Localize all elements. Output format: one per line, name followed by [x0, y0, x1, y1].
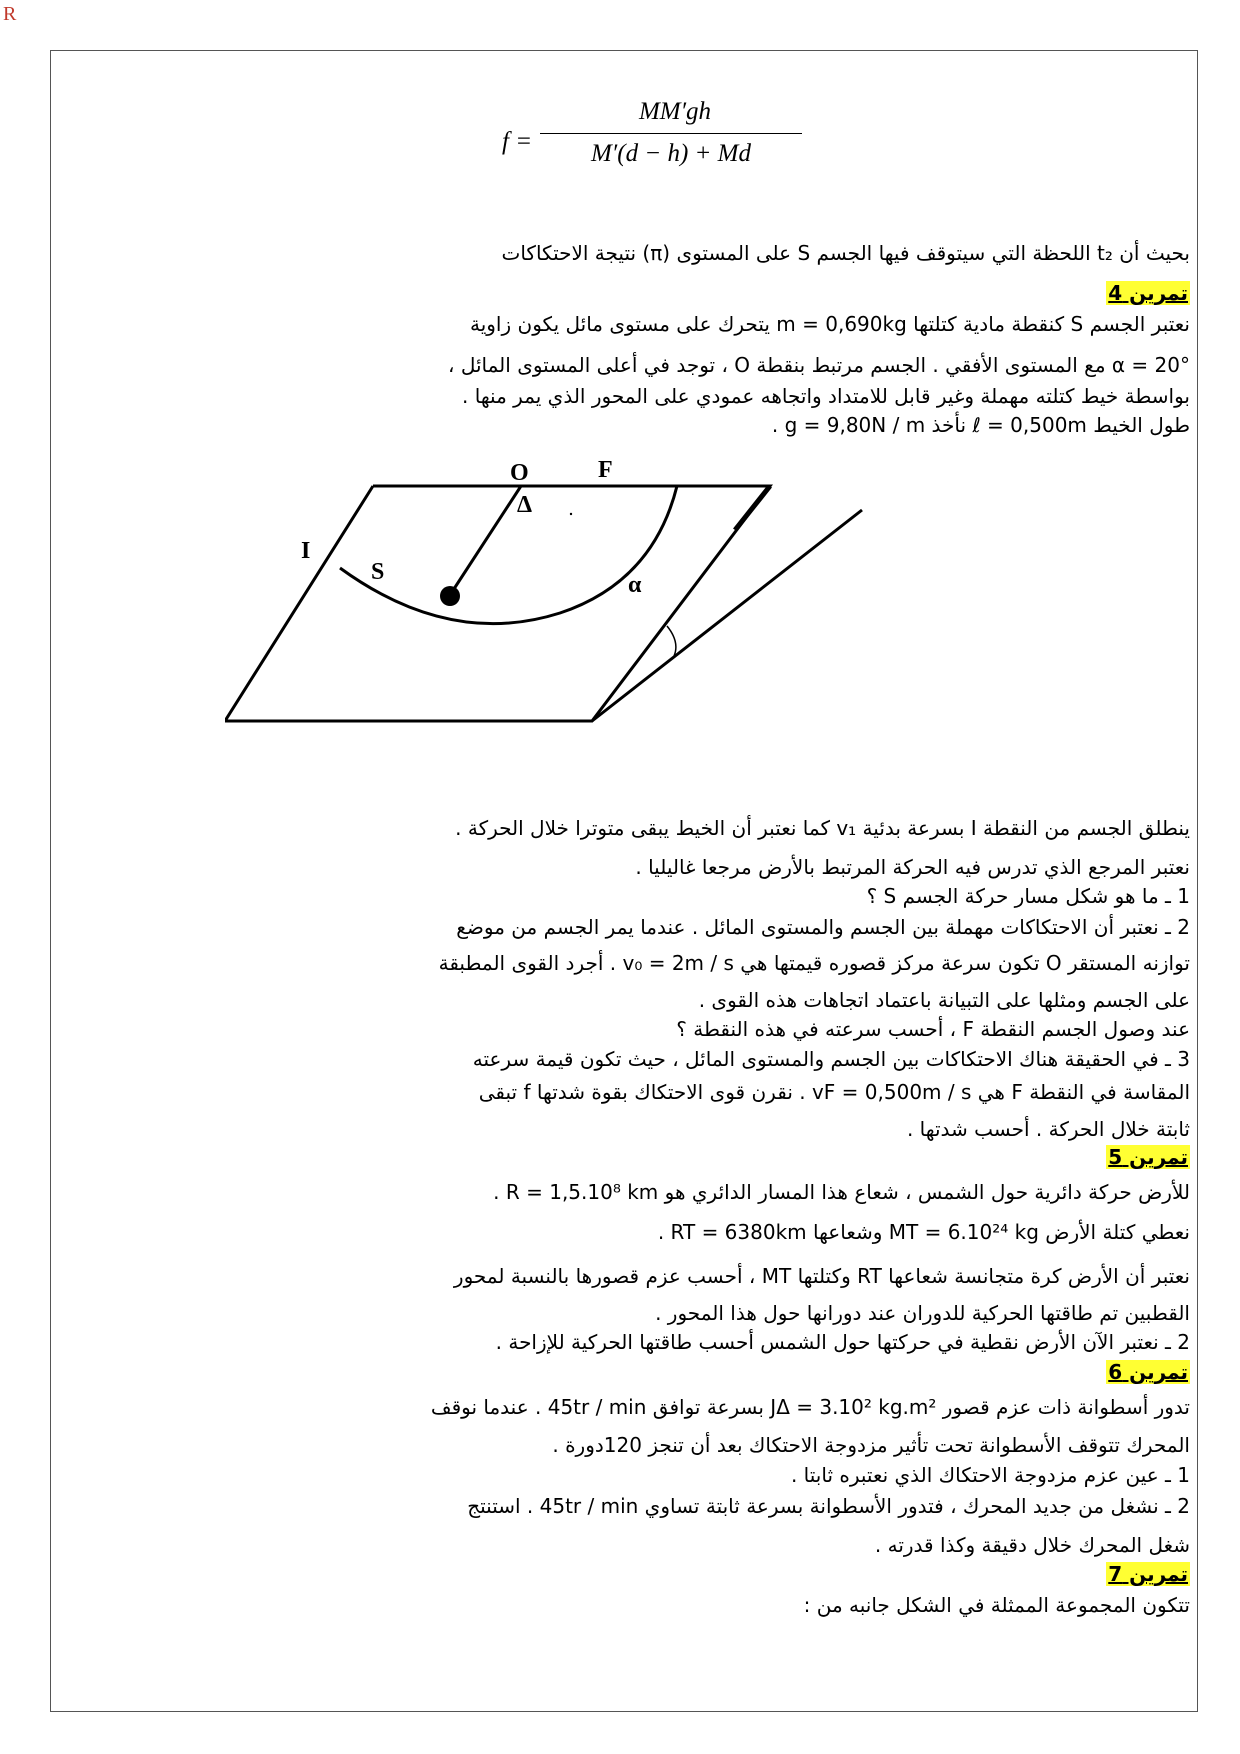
formula-numerator: MM′gh: [638, 98, 712, 125]
text-line: طول الخيط ℓ = 0,500m نأخذ g = 9,80N / m .: [771, 413, 1190, 437]
friction-formula: [450, 98, 750, 188]
text-line: 1 ـ ما هو شكل مسار حركة الجسم S ؟: [866, 884, 1190, 908]
text-line: بواسطة خيط كتلته مهملة وغير قابل للامتداد واتجاهه عمودي على المحور الذي يمر منها .: [462, 384, 1190, 408]
text-line: بحيث أن t₂ اللحظة التي سيتوقف فيها الجسم S على المستوى (π) نتيجة الاحتكاكات: [501, 241, 1190, 265]
corner-mark: R: [3, 3, 17, 25]
fraction-bar: [540, 133, 802, 134]
text-line: توازنه المستقر O تكون سرعة مركز قصوره قيمتها هي v₀ = 2m / s . أجرد القوى المطبقة: [438, 951, 1190, 975]
inclined-plane-diagram: [225, 452, 865, 728]
label-delta: Δ: [517, 492, 533, 518]
text-line: 2 ـ نشغل من جديد المحرك ، فتدور الأسطوانة بسرعة ثابتة تساوي 45tr / min . استنتج: [467, 1494, 1190, 1518]
text-line: القطبين تم طاقتها الحركية للدوران عند دورانها حول هذا المحور .: [655, 1301, 1190, 1325]
plane-thick-edge: [735, 486, 770, 530]
text-line: المقاسة في النقطة F هي vF = 0,500m / s . نقرن قوى الاحتكاك بقوة شدتها f تبقى: [478, 1080, 1190, 1104]
text-line: α = 20° مع المستوى الأفقي . الجسم مرتبط بنقطة O ، توجد في أعلى المستوى المائل ،: [448, 353, 1190, 377]
text-line: ينطلق الجسم من النقطة I بسرعة بدئية v₁ كما نعتبر أن الخيط يبقى متوترا خلال الحركة .: [455, 816, 1190, 840]
text-line: عند وصول الجسم النقطة F ، أحسب سرعته في هذه النقطة ؟: [676, 1017, 1190, 1041]
label-o: O: [510, 460, 529, 486]
text-line: 3 ـ في الحقيقة هناك الاحتكاكات بين الجسم والمستوى المائل ، حيث تكون قيمة سرعته: [472, 1047, 1190, 1071]
text-line: ثابتة خلال الحركة . أحسب شدتها .: [906, 1117, 1190, 1141]
exercise-heading: تمرين 4: [1108, 281, 1188, 305]
exercise-heading: تمرين 7: [1108, 1562, 1188, 1586]
formula-lhs: f =: [502, 128, 533, 155]
mass-s: [440, 586, 460, 606]
text-line: على الجسم ومثلها على التبيانة باعتماد اتجاهات هذه القوى .: [698, 988, 1190, 1012]
angle-arc: [667, 626, 676, 656]
formula-denominator: M′(d − h) + Md: [590, 140, 751, 167]
exercise-heading: تمرين 5: [1108, 1145, 1188, 1169]
text-line: 2 ـ نعتبر الآن الأرض نقطية في حركتها حول الشمس أحسب طاقتها الحركية للإزاحة .: [495, 1330, 1190, 1354]
text-line: نعطي كتلة الأرض MT = 6.10²⁴ kg وشعاعها RT = 6380km .: [657, 1220, 1190, 1244]
text-line: نعتبر الجسم S كنقطة مادية كتلتها m = 0,690kg يتحرك على مستوى مائل يكون زاوية: [469, 312, 1190, 336]
string: [450, 486, 521, 595]
text-line: للأرض حركة دائرية حول الشمس ، شعاع هذا المسار الدائري هو R = 1,5.10⁸ km .: [493, 1180, 1190, 1204]
label-i: I: [301, 538, 311, 564]
text-line: تتكون المجموعة الممثلة في الشكل جانبه من :: [803, 1593, 1190, 1617]
label-s: S: [371, 559, 385, 585]
text-line: شغل المحرك خلال دقيقة وكذا قدرته .: [874, 1533, 1190, 1557]
exercise-heading: تمرين 6: [1108, 1360, 1188, 1384]
label-f: F: [598, 457, 613, 483]
text-line: 2 ـ نعتبر أن الاحتكاكات مهملة بين الجسم والمستوى المائل . عندما يمر الجسم من موضع: [456, 915, 1190, 939]
text-line: نعتبر أن الأرض كرة متجانسة شعاعها RT وكتلتها MT ، أحسب عزم قصورها بالنسبة لمحور: [453, 1264, 1190, 1288]
text-line: تدور أسطوانة ذات عزم قصور JΔ = 3.10² kg.m² بسرعة توافق 45tr / min . عندما نوقف: [430, 1395, 1190, 1419]
text-line: المحرك تتوقف الأسطوانة تحت تأثير مزدوجة الاحتكاك بعد أن تنجز 120دورة .: [552, 1433, 1190, 1457]
text-line: نعتبر المرجع الذي تدرس فيه الحركة المرتبط بالأرض مرجعا غاليليا .: [635, 855, 1190, 879]
text-line: 1 ـ عين عزم مزدوجة الاحتكاك الذي نعتبره ثابتا .: [790, 1463, 1190, 1487]
label-alpha: α: [628, 572, 642, 598]
